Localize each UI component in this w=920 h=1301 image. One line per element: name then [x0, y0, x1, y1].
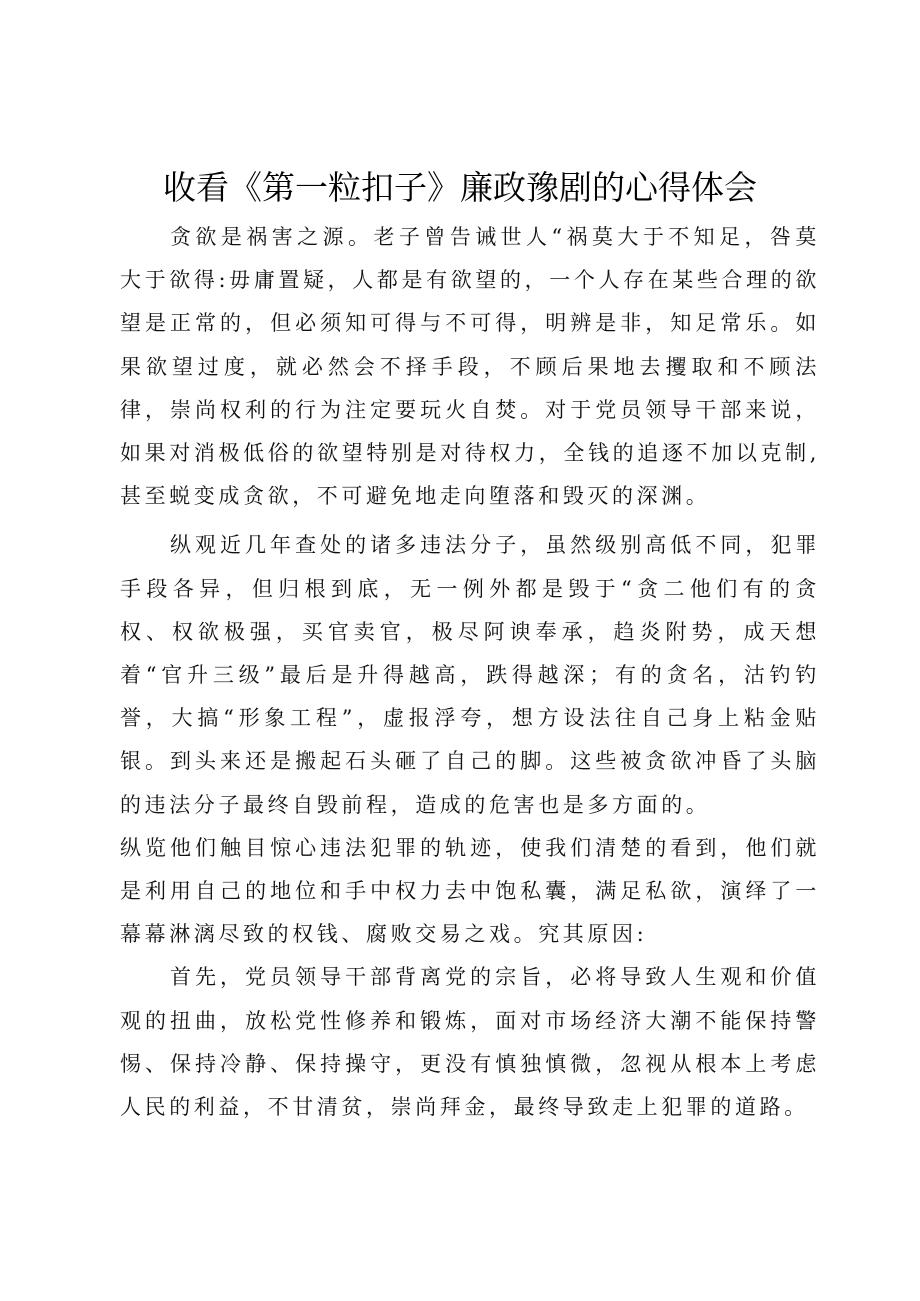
document-title: 收看《第一粒扣子》廉政豫剧的心得体会 — [163, 168, 757, 207]
paragraph-4: 首先，党员领导干部背离党的宗旨，必将导致人生观和价值观的扭曲，放松党性修养和锻炼，面对市场经济大潮不能保持警惕、保持冷静、保持操守，更没有慎独慎微，忽视从根本上考虑人民的利益，不甘清贫，崇尚拜金，最终导致走上犯罪的道路。 — [120, 965, 820, 1120]
paragraph-3: 纵览他们触目惊心违法犯罪的轨迹，使我们清楚的看到，他们就是利用自己的地位和手中权力去中饱私囊，满足私欲，演绎了一幕幕淋漓尽致的权钱、腐败交易之戏。究其原因: — [120, 835, 820, 947]
paragraph-2: 纵观近几年查处的诸多违法分子，虽然级别高低不同，犯罪手段各异，但归根到底，无一例外都是毁于“贪二他们有的贪权、权欲极强，买官卖官，极尽阿谀奉承，趋炎附势，成天想着“官升三级”最后是升得越高，跌得越深；有的贪名，沽钓钓誉，大搞“形象工程”，虚报浮夸，想方设法往自己身上粘金贴银。到头来还是搬起石头砸了自己的脚。这些被贪欲冲昏了头脑的违法分子最终自毁前程，造成的危害也是多方面的。 — [120, 533, 820, 817]
document-body — [120, 216, 820, 1129]
paragraph-1: 贪欲是祸害之源。老子曾告诫世人“祸莫大于不知足，咎莫大于欲得:毋庸置疑，人都是有欲望的，一个人存在某些合理的欲望是正常的，但必须知可得与不可得，明辨是非，知足常乐。如果欲望过度，就必然会不择手段，不顾后果地去攫取和不顾法律，崇尚权利的行为注定要玩火自焚。对于党员领导干部来说，如果对消极低俗的欲望特别是对待权力，全钱的追逐不加以克制,甚至蜕变成贪欲，不可避免地走向堕落和毁灭的深渊。 — [120, 225, 820, 509]
